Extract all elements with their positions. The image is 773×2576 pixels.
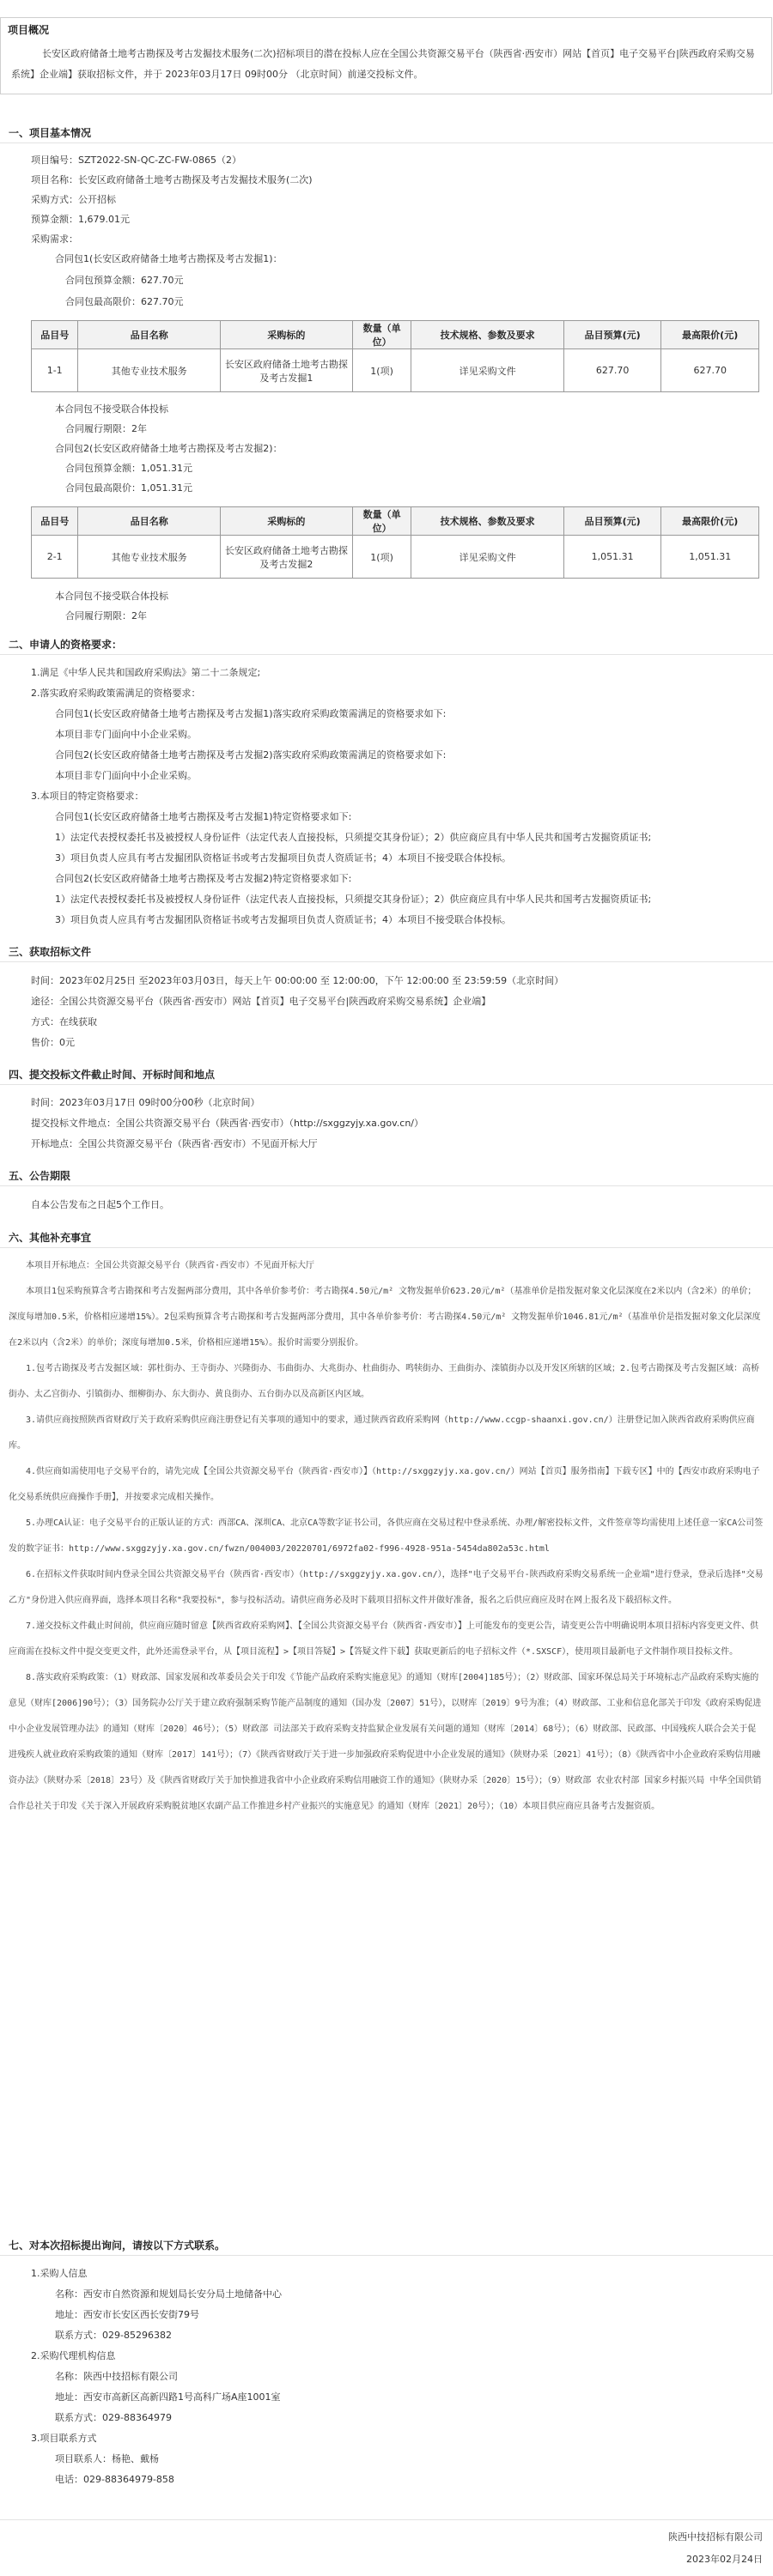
package1-term: 合同履行期限：2年 xyxy=(65,423,147,434)
table-header: 采购标的 xyxy=(221,321,353,349)
note-paragraph: 7.递交投标文件截止时间前，供应商应随时留意【陕西省政府采购网】、【全国公共资源交易平台（陕西省·西安市）】上可能发布的变更公告，请变更公告中明确说明本项目招标内容变更文件、供应商需在投标文件中提交变更文件，此外还需登录平台，从【项目流程】>【项目答疑】>【答疑文件下载】获取更新后的电子招标文件（*.SXSCF），使用项目最新电子文件制作项目投标文件。 xyxy=(9,1621,759,1657)
table-row xyxy=(32,349,759,392)
table-cell: 详见采购文件 xyxy=(411,536,563,579)
section-3-title: 三、获取招标文件 xyxy=(9,946,92,958)
project-number: 项目编号：SZT2022-SN-QC-ZC-FW-0865（2） xyxy=(31,155,241,166)
note-paragraph: 本项目开标地点：全国公共资源交易平台（陕西省·西安市）不见面开标大厅 xyxy=(26,1261,315,1270)
table-cell: 627.70 xyxy=(661,349,759,392)
agency-name: 名称：陕西中技招标有限公司 xyxy=(55,2371,178,2382)
note-paragraph: 3.请供应商按照陕西省财政厅关于政府采购供应商注册登记有关事项的通知中的要求，通过陕西省政府采购网（http://www.ccgp-shaanxi.gov.cn/）注册登记加入陕西省政府采购供应商库。 xyxy=(9,1415,755,1451)
table-cell: 1,051.31 xyxy=(661,536,759,579)
table-cell: 1(项) xyxy=(352,536,411,579)
package1-no-consortium: 本合同包不接受联合体投标 xyxy=(55,403,168,415)
table-header: 采购标的 xyxy=(221,507,353,536)
purchaser-name: 名称：西安市自然资源和规划局长安分局土地储备中心 xyxy=(55,2288,282,2300)
get-docs-method: 方式：在线获取 xyxy=(31,1016,97,1027)
overview-title: 项目概况 xyxy=(8,24,50,36)
table-row xyxy=(32,536,759,579)
qualification-line: 合同包1(长安区政府储备土地考古勘探及考古发掘1)特定资格要求如下: xyxy=(55,811,352,822)
project-contact-person: 项目联系人：杨艳、戴杨 xyxy=(55,2453,159,2464)
qualification-line: 本项目非专门面向中小企业采购。 xyxy=(55,770,197,781)
get-docs-way: 途径：全国公共资源交易平台（陕西省·西安市）网站【首页】电子交易平台|陕西政府采购交易系统】企业端】 xyxy=(31,996,491,1007)
qualification-line: 合同包2(长安区政府储备土地考古勘探及考古发掘2)落实政府采购政策需满足的资格要求如下: xyxy=(55,749,447,761)
table-header: 品目号 xyxy=(32,321,78,349)
purchase-method: 采购方式：公开招标 xyxy=(31,194,116,205)
package2-table xyxy=(31,506,759,579)
contact-purchaser-heading: 1.采购人信息 xyxy=(31,2268,88,2279)
table-header: 数量（单位） xyxy=(352,321,411,349)
table-cell: 长安区政府储备土地考古勘探及考古发掘2 xyxy=(221,536,353,579)
note-paragraph: 6.在招标文件获取时间内登录全国公共资源交易平台（陕西省·西安市）（http://sxggzyjy.xa.gov.cn/），选择"电子交易平台-陕西政府采购交易系统一企业端"进行登录，登录后选择"交易乙方"身份进入供应商界面，选择本项目名称"我要投标"，参与投标活动。请供应商务必及时下载项目招标文件并做好准备，报名之后供应商应及时在网上报名及下载招标文件。 xyxy=(9,1570,764,1605)
signature-company: 陕西中技招标有限公司 xyxy=(668,2531,763,2543)
section-7-title: 七、对本次招标提出询问，请按以下方式联系。 xyxy=(9,2240,226,2252)
note-paragraph: 1.包考古勘探及考古发掘区域：郭杜街办、王寺街办、兴隆街办、韦曲街办、大兆街办、杜曲街办、鸣犊街办、王曲街办、滦镇街办以及开发区所辖的区域；2.包考古勘探及考古发掘区域：高桥街办、太乙宫街办、引镇街办、细柳街办、东大街办、黄良街办、五台街办以及高新区内区域。 xyxy=(9,1364,760,1399)
table-cell: 其他专业技术服务 xyxy=(78,349,221,392)
divider xyxy=(0,1247,773,1248)
submit-location: 提交投标文件地点：全国公共资源交易平台（陕西省·西安市）（http://sxggzyjy.xa.gov.cn/） xyxy=(31,1118,424,1129)
divider xyxy=(0,2255,773,2256)
table-header: 最高限价(元) xyxy=(661,507,759,536)
divider xyxy=(0,2519,773,2520)
get-docs-time: 时间：2023年02月25日 至2023年03月03日，每天上午 00:00:00 至 12:00:00，下午 12:00:00 至 23:59:59（北京时间） xyxy=(31,975,564,986)
table-header: 数量（单位） xyxy=(352,507,411,536)
qualification-line: 合同包1(长安区政府储备土地考古勘探及考古发掘1)落实政府采购政策需满足的资格要求如下: xyxy=(55,708,447,719)
table-cell: 其他专业技术服务 xyxy=(78,536,221,579)
qualification-line: 3.本项目的特定资格要求： xyxy=(31,791,144,802)
budget-amount: 预算金额：1,679.01元 xyxy=(31,214,130,225)
note-paragraph: 5.办理CA认证：电子交易平台的正版认证的方式：西部CA、深圳CA、北京CA等数字证书公司，各供应商在交易过程中登录系统、办理/解密投标文件，文件签章等均需使用上述任意一家CA公司签发的数字证书：http://www.sxggzyjy.xa.gov.cn/fwzn/004003/20220701/6972fa02-f996-4928-951a-5454da802a53c.html xyxy=(9,1518,764,1554)
table-header: 品目预算(元) xyxy=(563,321,661,349)
project-name: 项目名称：长安区政府储备土地考古勘探及考古发掘技术服务(二次) xyxy=(31,174,313,185)
package2-budget: 合同包预算金额：1,051.31元 xyxy=(65,463,192,474)
qualification-line: 1.满足《中华人民共和国政府采购法》第二十二条规定; xyxy=(31,667,261,678)
table-cell: 详见采购文件 xyxy=(411,349,563,392)
table-cell: 1-1 xyxy=(32,349,78,392)
table-header: 品目号 xyxy=(32,507,78,536)
divider xyxy=(0,1185,773,1186)
table-header: 品目预算(元) xyxy=(563,507,661,536)
table-header: 技术规格、参数及要求 xyxy=(411,321,563,349)
package2-max: 合同包最高限价：1,051.31元 xyxy=(65,482,192,494)
demand-label: 采购需求： xyxy=(31,233,78,245)
qualification-line: 2.落实政府采购政策需满足的资格要求： xyxy=(31,688,201,699)
purchaser-address: 地址：西安市长安区西长安街79号 xyxy=(55,2309,199,2320)
qualification-line: 3）项目负责人应具有考古发掘团队资格证书或考古发掘项目负责人资质证书；4）本项目不接受联合体投标。 xyxy=(55,852,511,864)
contact-project-heading: 3.项目联系方式 xyxy=(31,2433,97,2444)
table-header: 技术规格、参数及要求 xyxy=(411,507,563,536)
qualification-line: 1）法定代表授权委托书及被授权人身份证件（法定代表人直接投标，只须提交其身份证）；2）供应商应具有中华人民共和国考古发掘资质证书; xyxy=(55,832,652,843)
qualification-line: 本项目非专门面向中小企业采购。 xyxy=(55,729,197,740)
table-header: 最高限价(元) xyxy=(661,321,759,349)
package2-no-consortium: 本合同包不接受联合体投标 xyxy=(55,591,168,602)
table-header: 品目名称 xyxy=(78,507,221,536)
qualification-line: 1）法定代表授权委托书及被授权人身份证件（法定代表人直接投标，只须提交其身份证）；2）供应商应具有中华人民共和国考古发掘资质证书; xyxy=(55,894,652,905)
table-cell: 627.70 xyxy=(563,349,661,392)
note-paragraph: 4.供应商如需使用电子交易平台的，请先完成【全国公共资源交易平台（陕西省·西安市）】（http://sxggzyjy.xa.gov.cn/）网站【首页】服务指南】下载专区】中的【西安市政府采购电子化交易系统供应商操作手册】，并按要求完成相关操作。 xyxy=(9,1467,760,1502)
deadline-time: 时间：2023年03月17日 09时00分00秒（北京时间） xyxy=(31,1097,260,1108)
package1-budget: 合同包预算金额：627.70元 xyxy=(65,275,184,286)
agency-address: 地址：西安市高新区高新四路1号高科广场A座1001室 xyxy=(55,2391,281,2403)
purchaser-phone: 联系方式：029-85296382 xyxy=(55,2330,172,2341)
get-docs-price: 售价：0元 xyxy=(31,1037,75,1048)
table-cell: 2-1 xyxy=(32,536,78,579)
qualification-line: 合同包2(长安区政府储备土地考古勘探及考古发掘2)特定资格要求如下: xyxy=(55,873,352,884)
note-paragraph: 本项目1包采购预算含考古勘探和考古发掘两部分费用，其中各单价参考价：考古勘探4.50元/m² 文物发掘单价623.20元/m²（基准单价是指发掘对象文化层深度在2米以内（含2米）的单价；深度每增加0.5米，价格相应递增15%）。2包采购预算含考古勘探和考古发掘两部分费用，其中各单价参考价：考古勘探4.50元/m² 文物发掘单价1046.81元/m²（基准单价是指发掘对象文化层深度在2米以内（含2米）的单价；深度每增加0.5米，价格相应递增15%）。报价时需要分别报价。 xyxy=(9,1287,761,1348)
divider xyxy=(0,654,773,655)
divider xyxy=(0,142,773,143)
package2-name: 合同包2(长安区政府储备土地考古勘探及考古发掘2)： xyxy=(55,443,283,454)
note-paragraph: 8.落实政府采购政策：（1）财政部、国家发展和改革委员会关于印发《节能产品政府采购实施意见》的通知（财库[2004]185号）；（2）财政部、国家环保总局关于环境标志产品政府采购实施的意见（财库[2006]90号）；（3）国务院办公厅关于建立政府强制采购节能产品制度的通知（国办发〔2007〕51号），以财库〔2019〕9号为准；（4）财政部、工业和信息化部关于印发《政府采购促进中小企业发展管理办法》的通知（财库〔2020〕46号）；（5）财政部 司法部关于政府采购支持监狱企业发展有关问题的通知（财库〔2014〕68号）；（6）财政部、民政部、中国残疾人联合会关于促进残疾人就业政府采购政策的通知（财库〔2017〕141号）；（7）《陕西省财政厅关于进一步加强政府采购促进中小企业发展的通知》（陕财办采〔2021〕41号）；（8）《陕西省中小企业政府采购信用融资办法》（陕财办采〔2018〕23号）及《陕西省财政厅关于加快推进我省中小企业政府采购信用融资工作的通知》（陕财办采〔2020〕15号）；（9）财政部 农业农村部 国家乡村振兴局 中华全国供销合作总社关于印发《关于深入开展政府采购脱贫地区农副产品工作推进乡村产业振兴的实施意见》的通知（财库〔2021〕20号）；（10）本项目供应商应具备考古发掘资质。 xyxy=(9,1673,762,1811)
table-cell: 1,051.31 xyxy=(563,536,661,579)
section-2-title: 二、申请人的资格要求： xyxy=(9,639,123,651)
open-location: 开标地点：全国公共资源交易平台（陕西省·西安市）不见面开标大厅 xyxy=(31,1138,318,1149)
project-contact-phone: 电话：029-88364979-858 xyxy=(55,2474,174,2485)
divider xyxy=(0,1084,773,1085)
overview-text: 长安区政府储备土地考古勘探及考古发掘技术服务(二次)招标项目的潜在投标人应在全国公共资源交易平台（陕西省·西安市）网站【首页】电子交易平台|陕西政府采购交易系统】企业端】获取招标文件，并于 2023年03月17日 09时00分 （北京时间）前递交投标文件。 xyxy=(11,48,755,80)
package1-max: 合同包最高限价：627.70元 xyxy=(65,296,184,307)
supplementary-notes xyxy=(9,1253,764,1820)
section-5-title: 五、公告期限 xyxy=(9,1170,71,1182)
qualification-line: 3）项目负责人应具有考古发掘团队资格证书或考古发掘项目负责人资质证书；4）本项目不接受联合体投标。 xyxy=(55,914,511,925)
section-4-title: 四、提交投标文件截止时间、开标时间和地点 xyxy=(9,1069,216,1081)
section-1-title: 一、项目基本情况 xyxy=(9,127,92,139)
signature-date: 2023年02月24日 xyxy=(686,2554,763,2565)
table-cell: 1(项) xyxy=(352,349,411,392)
table-cell: 长安区政府储备土地考古勘探及考古发掘1 xyxy=(221,349,353,392)
divider xyxy=(0,961,773,962)
agency-phone: 联系方式：029-88364979 xyxy=(55,2412,172,2423)
package1-name: 合同包1(长安区政府储备土地考古勘探及考古发掘1)： xyxy=(55,253,283,264)
package2-term: 合同履行期限：2年 xyxy=(65,610,147,621)
table-header: 品目名称 xyxy=(78,321,221,349)
contact-agency-heading: 2.采购代理机构信息 xyxy=(31,2350,116,2361)
section-6-title: 六、其他补充事宜 xyxy=(9,1232,92,1244)
notice-period: 自本公告发布之日起5个工作日。 xyxy=(31,1199,169,1210)
overview-box xyxy=(0,17,772,94)
package1-table xyxy=(31,320,759,392)
